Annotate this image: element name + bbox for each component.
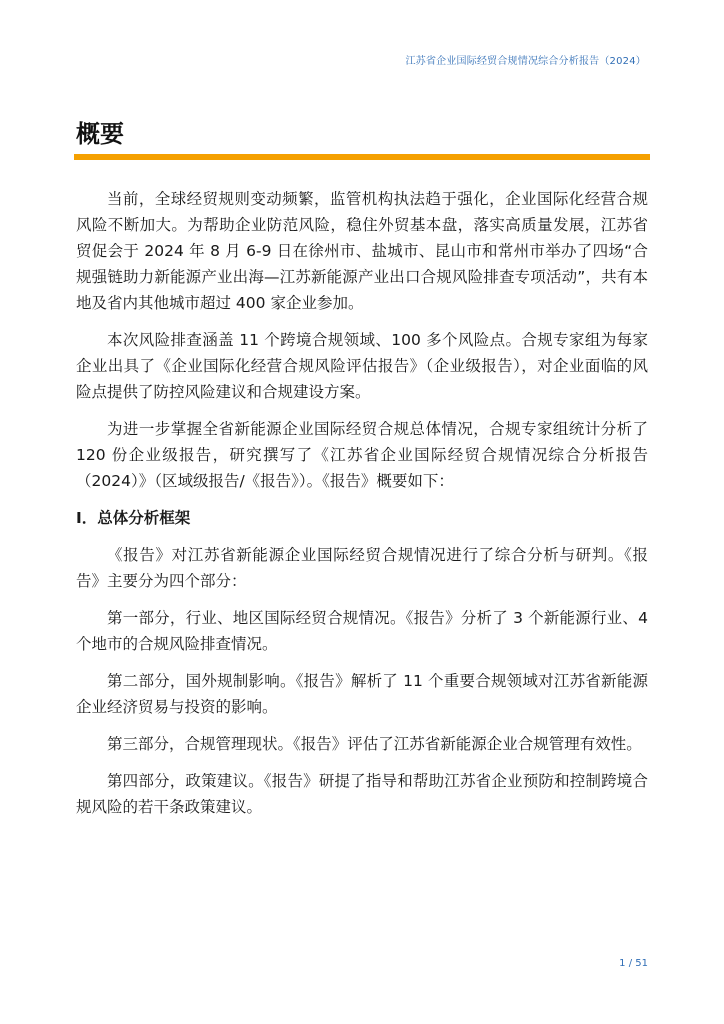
- body-paragraph: 本次风险排查涵盖 11 个跨境合规领域、100 多个风险点。合规专家组为每家企业出具了《企业国际化经营合规风险评估报告》（企业级报告），对企业面临的风险点提供了防控风险建议和合规建设方案。: [76, 331, 648, 401]
- document-body: [76, 186, 648, 831]
- section-paragraph: 第二部分，国外规制影响。《报告》解析了 11 个重要合规领域对江苏省新能源企业经济贸易与投资的影响。: [76, 672, 648, 716]
- running-header: 江苏省企业国际经贸合规情况综合分析报告（2024）: [405, 56, 646, 67]
- section-heading: I．总体分析框架: [76, 509, 191, 527]
- section-paragraph: 《报告》对江苏省新能源企业国际经贸合规情况进行了综合分析与研判。《报告》主要分为四个部分：: [76, 546, 648, 590]
- body-paragraph: 为进一步掌握全省新能源企业国际经贸合规总体情况，合规专家组统计分析了 120 份企业级报告，研究撰写了《江苏省企业国际经贸合规情况综合分析报告（2024）》（区域级报告/《报告》）。《报告》概要如下：: [76, 420, 648, 490]
- title-underline-rule: [74, 154, 650, 160]
- page-number: 1 / 51: [619, 958, 648, 969]
- section-paragraph: 第一部分，行业、地区国际经贸合规情况。《报告》分析了 3 个新能源行业、4 个地市的合规风险排查情况。: [76, 609, 648, 653]
- body-paragraph: 当前，全球经贸规则变动频繁，监管机构执法趋于强化，企业国际化经营合规风险不断加大。为帮助企业防范风险，稳住外贸基本盘，落实高质量发展，江苏省贸促会于 2024 年 8 月 6-9 日在徐州市、盐城市、昆山市和常州市举办了四场“合规强链助力新能源产业出海—江苏新能源产业出口合规风险排查专项活动”，共有本地及省内其他城市超过 400 家企业参加。: [76, 190, 648, 312]
- section-paragraph: 第三部分，合规管理现状。《报告》评估了江苏省新能源企业合规管理有效性。: [107, 735, 642, 753]
- section-paragraph: 第四部分，政策建议。《报告》研提了指导和帮助江苏省企业预防和控制跨境合规风险的若干条政策建议。: [76, 772, 648, 816]
- page-title: 概要: [76, 120, 124, 148]
